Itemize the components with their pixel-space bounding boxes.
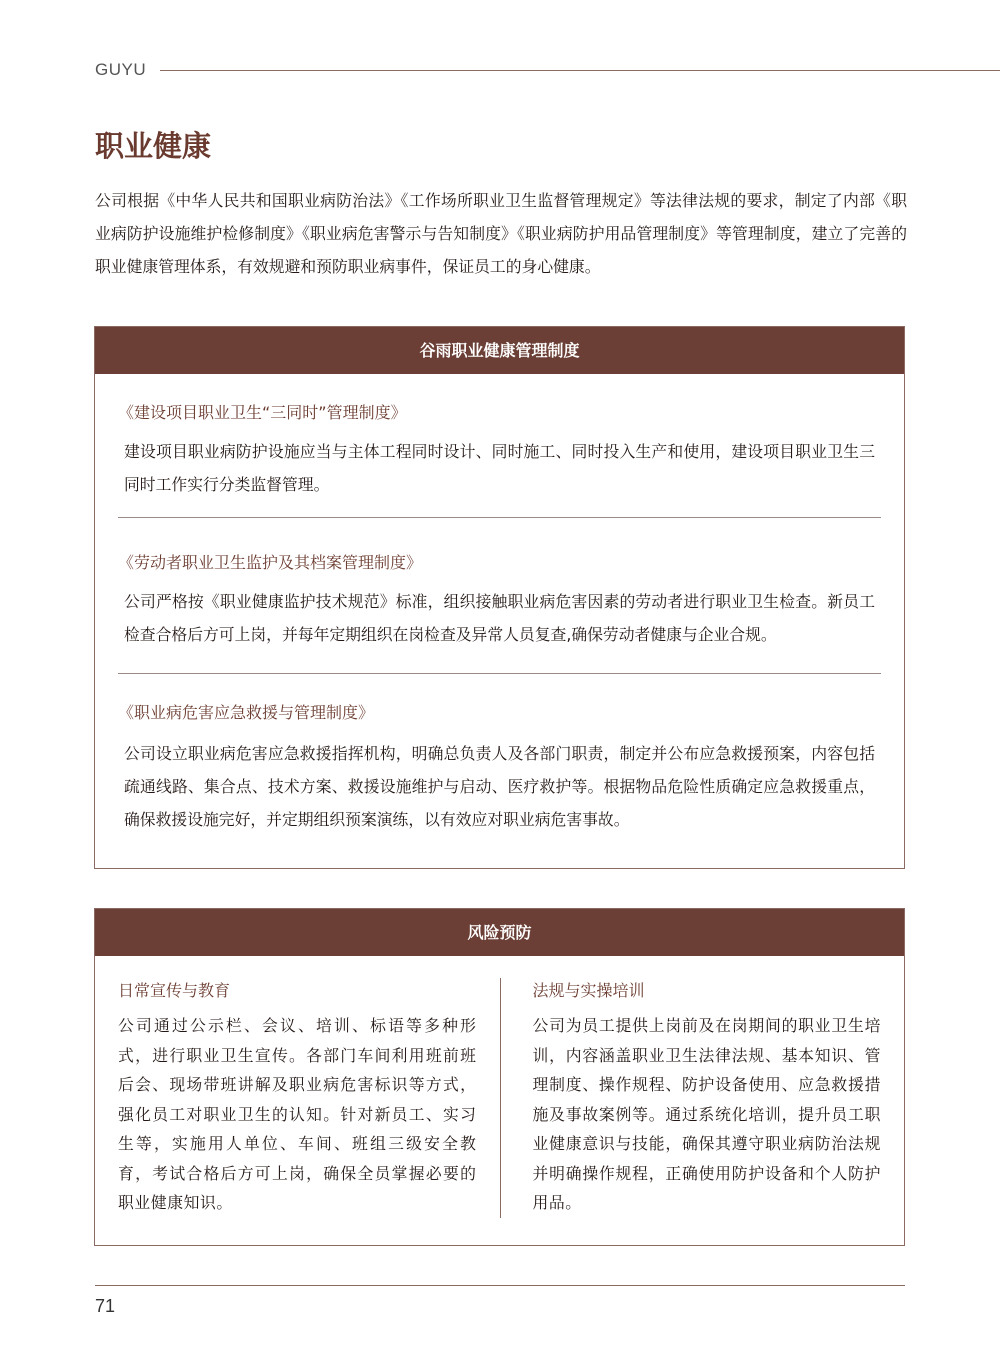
policy-section (118, 517, 881, 673)
management-system-box (94, 326, 905, 869)
policy-section (118, 374, 881, 517)
risk-prevention-box (94, 908, 905, 1246)
box-header: 谷雨职业健康管理制度 (95, 327, 904, 374)
policy-section (118, 673, 881, 836)
intro-paragraph: 公司根据《中华人民共和国职业病防治法》《工作场所职业卫生监督管理规定》等法律法规的要求，制定了内部《职业病防护设施维护检修制度》《职业病危害警示与告知制度》《职业病防护用品管理制度》等管理制度，建立了完善的职业健康管理体系，有效规避和预防职业病事件，保证员工的身心健康。 (95, 191, 907, 276)
page-title: 职业健康 (95, 129, 212, 163)
policy-heading: 《建设项目职业卫生“三同时”管理制度》 (118, 403, 407, 422)
policy-text: 建设项目职业病防护设施应当与主体工程同时设计、同时施工、同时投入生产和使用，建设项目职业卫生三同时工作实行分类监督管理。 (124, 442, 875, 494)
prevention-column (95, 978, 500, 1218)
header-divider (160, 70, 1000, 71)
box-header: 风险预防 (95, 909, 904, 956)
policy-text: 公司严格按《职业健康监护技术规范》标准，组织接触职业病危害因素的劳动者进行职业卫生检查。新员工检查合格后方可上岗，并每年定期组织在岗检查及异常人员复查,确保劳动者健康与企业合规。 (124, 592, 875, 644)
policy-heading: 《职业病危害应急救援与管理制度》 (118, 703, 375, 722)
page-number: 71 (95, 1296, 116, 1316)
brand-label: GUYU (95, 60, 147, 79)
footer-divider (95, 1285, 905, 1286)
column-text: 公司通过公示栏、会议、培训、标语等多种形式，进行职业卫生宣传。各部门车间利用班前班后会、现场带班讲解及职业病危害标识等方式，强化员工对职业卫生的认知。针对新员工、实习生等，实施用人单位、车间、班组三级安全教育，考试合格后方可上岗，确保全员掌握必要的职业健康知识。 (118, 1016, 477, 1212)
policy-heading: 《劳动者职业卫生监护及其档案管理制度》 (118, 553, 423, 572)
column-text: 公司为员工提供上岗前及在岗期间的职业卫生培训，内容涵盖职业卫生法律法规、基本知识、管理制度、操作规程、防护设备使用、应急救援措施及事故案例等。通过系统化培训，提升员工职业健康意识与技能，确保其遵守职业病防治法规并明确操作规程，正确使用防护设备和个人防护用品。 (532, 1016, 881, 1212)
column-heading: 日常宣传与教育 (118, 981, 231, 1000)
column-heading: 法规与实操培训 (532, 981, 645, 1000)
prevention-column (500, 978, 905, 1218)
policy-text: 公司设立职业病危害应急救援指挥机构，明确总负责人及各部门职责，制定并公布应急救援预案，内容包括疏通线路、集合点、技术方案、救援设施维护与启动、医疗救护等。根据物品危险性质确定应急救援重点，确保救援设施完好，并定期组织预案演练，以有效应对职业病危害事故。 (124, 744, 875, 829)
